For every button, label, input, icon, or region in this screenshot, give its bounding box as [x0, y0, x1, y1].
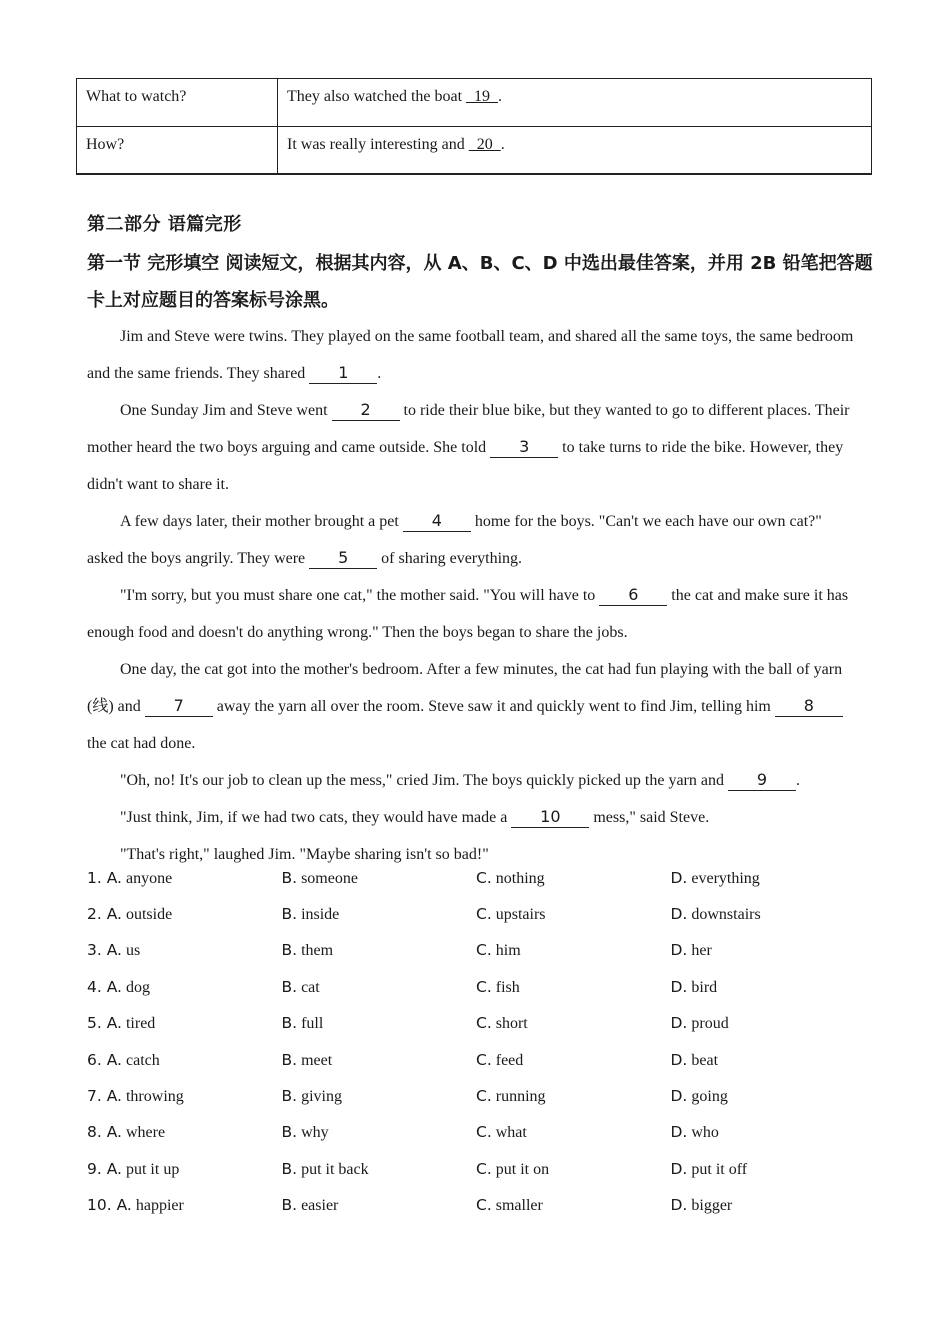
- option-text: everything: [691, 869, 760, 887]
- summary-table: [76, 78, 872, 175]
- blank-4: 4: [403, 511, 471, 532]
- passage-text: "Just think, Jim, if we had two cats, they would have made a: [120, 809, 512, 826]
- option-text: meet: [301, 1051, 333, 1069]
- option-d: [671, 1087, 866, 1106]
- table-text: .: [498, 88, 503, 105]
- passage-paragraph: [87, 503, 862, 577]
- option-text: smaller: [495, 1197, 543, 1215]
- option-row-4: [87, 969, 887, 1005]
- passage-text: Jim and Steve were twins. They played on the same football team, and shared all the same toys, the same bedroom and the same friends. They shared: [87, 328, 854, 382]
- passage-text: the cat and make sure it has enough food and doesn't do anything wrong." Then the boys began to share the jobs.: [87, 587, 849, 641]
- option-letter: D.: [670, 1014, 688, 1033]
- passage-text: home for the boys. "Can't we each have our own cat?" asked the boys angrily. They were: [87, 513, 822, 567]
- option-text: nothing: [495, 869, 545, 887]
- option-text: put it off: [691, 1160, 748, 1178]
- option-text: why: [301, 1124, 329, 1142]
- question-number: 9. A.: [87, 1159, 122, 1178]
- option-c: [476, 905, 671, 924]
- option-row-10: [87, 1188, 887, 1224]
- option-a: [87, 1123, 282, 1142]
- passage-text: .: [795, 772, 800, 789]
- passage-text: the cat had done.: [87, 735, 196, 752]
- option-text: giving: [301, 1088, 342, 1106]
- option-a: [87, 1051, 282, 1070]
- option-c: [476, 978, 671, 997]
- table-text: They also watched the boat: [287, 88, 467, 105]
- option-c: [476, 1014, 671, 1033]
- option-b: [282, 941, 477, 960]
- question-number: 6. A.: [87, 1050, 122, 1069]
- option-text: put it back: [301, 1160, 369, 1178]
- option-b: [282, 1196, 477, 1215]
- question-number: 8. A.: [87, 1123, 122, 1142]
- option-letter: B.: [281, 1159, 298, 1178]
- option-row-5: [87, 1006, 887, 1042]
- answer-options: [87, 860, 887, 1224]
- table-text: It was really interesting and: [287, 136, 469, 153]
- passage-text: to ride their blue bike, but they wanted to go to different places. Their mother heard the two boys arguing and came outside. She told: [87, 402, 850, 456]
- option-text: fish: [495, 978, 520, 996]
- passage-paragraph: [87, 651, 862, 762]
- option-letter: B.: [281, 1196, 298, 1215]
- option-a: [87, 905, 282, 924]
- option-text: feed: [495, 1051, 524, 1069]
- table-text: .: [500, 136, 505, 153]
- blank-9: 9: [728, 770, 796, 791]
- option-d: [671, 1160, 866, 1179]
- option-c: [476, 869, 671, 888]
- option-row-3: [87, 933, 887, 969]
- question-number: 3. A.: [87, 941, 122, 960]
- option-text: inside: [301, 906, 340, 924]
- blank-5: 5: [309, 548, 377, 569]
- option-a: [87, 978, 282, 997]
- option-letter: D.: [670, 905, 688, 924]
- option-letter: B.: [281, 1014, 298, 1033]
- option-text: put it up: [125, 1160, 180, 1178]
- option-c: [476, 941, 671, 960]
- blank-1: 1: [309, 363, 377, 384]
- option-c: [476, 1123, 671, 1142]
- option-text: where: [125, 1124, 166, 1142]
- option-text: dog: [125, 978, 150, 996]
- option-letter: D.: [670, 977, 688, 996]
- option-d: [671, 1051, 866, 1070]
- option-d: [671, 1014, 866, 1033]
- option-text: throwing: [125, 1088, 184, 1106]
- option-letter: C.: [476, 868, 492, 887]
- option-b: [282, 905, 477, 924]
- option-d: [671, 978, 866, 997]
- option-text: proud: [691, 1015, 729, 1033]
- passage-paragraph: [87, 577, 862, 651]
- option-a: [87, 869, 282, 888]
- passage-text: .: [377, 365, 382, 382]
- option-letter: C.: [476, 941, 492, 960]
- passage-text: One Sunday Jim and Steve went: [120, 402, 332, 419]
- option-b: [282, 978, 477, 997]
- part-title: 第二部分 语篇完形: [87, 214, 242, 235]
- blank-2: 2: [332, 400, 400, 421]
- blank-10: 10: [511, 807, 589, 828]
- option-letter: D.: [670, 941, 688, 960]
- passage-text: of sharing everything.: [377, 550, 523, 567]
- option-d: [671, 941, 866, 960]
- option-letter: C.: [476, 905, 492, 924]
- option-d: [671, 905, 866, 924]
- blank-3: 3: [490, 437, 558, 458]
- option-row-9: [87, 1151, 887, 1187]
- option-letter: D.: [670, 1087, 688, 1106]
- option-text: bird: [691, 978, 718, 996]
- option-letter: D.: [670, 1050, 688, 1069]
- option-text: him: [495, 942, 521, 960]
- table-label-cell: What to watch?: [77, 79, 278, 127]
- option-text: full: [301, 1015, 324, 1033]
- option-letter: B.: [281, 1050, 298, 1069]
- option-b: [282, 869, 477, 888]
- option-text: short: [495, 1015, 528, 1033]
- question-number: 4. A.: [87, 977, 122, 996]
- option-letter: D.: [670, 1196, 688, 1215]
- option-letter: C.: [476, 1123, 492, 1142]
- option-text: tired: [125, 1015, 156, 1033]
- option-b: [282, 1160, 477, 1179]
- question-number: 5. A.: [87, 1014, 122, 1033]
- option-text: us: [125, 942, 141, 960]
- question-number: 7. A.: [87, 1087, 122, 1106]
- option-b: [282, 1051, 477, 1070]
- cloze-passage: [87, 318, 862, 873]
- option-c: [476, 1196, 671, 1215]
- option-text: bigger: [691, 1197, 733, 1215]
- passage-text: A few days later, their mother brought a pet: [120, 513, 403, 530]
- option-text: cat: [301, 978, 320, 996]
- option-letter: C.: [476, 1087, 492, 1106]
- option-letter: B.: [281, 905, 298, 924]
- option-row-2: [87, 896, 887, 932]
- option-letter: B.: [281, 1123, 298, 1142]
- table-label-cell: How?: [77, 127, 278, 175]
- blank-19: 19: [466, 88, 499, 105]
- passage-paragraph: [87, 762, 862, 799]
- question-number: 10. A.: [87, 1196, 132, 1215]
- blank-20: 20: [468, 136, 501, 153]
- option-d: [671, 1123, 866, 1142]
- option-text: going: [691, 1088, 728, 1106]
- passage-text: "I'm sorry, but you must share one cat," the mother said. "You will have to: [120, 587, 600, 604]
- section-instruction: 第一节 完形填空 阅读短文，根据其内容，从 A、B、C、D 中选出最佳答案，并用 2B 铅笔把答题卡上对应题目的答案标号涂黑。: [87, 253, 873, 311]
- option-c: [476, 1087, 671, 1106]
- table-content-cell: [278, 79, 872, 127]
- option-text: her: [691, 942, 712, 960]
- option-letter: D.: [670, 1159, 688, 1178]
- question-number: 2. A.: [87, 905, 122, 924]
- option-c: [476, 1160, 671, 1179]
- option-letter: D.: [670, 868, 688, 887]
- option-text: downstairs: [691, 906, 761, 924]
- option-row-6: [87, 1042, 887, 1078]
- option-text: catch: [125, 1051, 160, 1069]
- table-content-cell: [278, 127, 872, 175]
- option-c: [476, 1051, 671, 1070]
- option-d: [671, 1196, 866, 1215]
- table-row: [77, 79, 872, 127]
- option-text: who: [691, 1124, 719, 1142]
- option-b: [282, 1014, 477, 1033]
- option-letter: C.: [476, 1050, 492, 1069]
- passage-text: "Oh, no! It's our job to clean up the mess," cried Jim. The boys quickly picked up the yarn and: [120, 772, 728, 789]
- option-text: happier: [135, 1197, 184, 1215]
- passage-text: mess," said Steve.: [589, 809, 710, 826]
- option-text: beat: [691, 1051, 719, 1069]
- option-letter: C.: [476, 977, 492, 996]
- option-a: [87, 941, 282, 960]
- option-letter: B.: [281, 977, 298, 996]
- option-d: [671, 869, 866, 888]
- passage-text: to take turns to ride the bike. However, they didn't want to share it.: [87, 439, 844, 493]
- option-letter: C.: [476, 1159, 492, 1178]
- option-a: [87, 1014, 282, 1033]
- blank-7: 7: [145, 696, 213, 717]
- option-text: easier: [301, 1197, 339, 1215]
- option-letter: C.: [476, 1014, 492, 1033]
- option-text: what: [495, 1124, 527, 1142]
- option-b: [282, 1087, 477, 1106]
- option-a: [87, 1087, 282, 1106]
- option-text: outside: [125, 906, 173, 924]
- option-row-1: [87, 860, 887, 896]
- option-text: put it on: [495, 1160, 550, 1178]
- option-text: running: [495, 1088, 546, 1106]
- option-letter: B.: [281, 1087, 298, 1106]
- option-letter: B.: [281, 941, 298, 960]
- question-number: 1. A.: [87, 868, 122, 887]
- option-a: [87, 1160, 282, 1179]
- passage-text: One day, the cat got into the mother's bedroom. After a few minutes, the cat had fun playing with the ball of yarn (线) and: [87, 661, 843, 715]
- option-letter: D.: [670, 1123, 688, 1142]
- option-a: [87, 1196, 282, 1215]
- passage-paragraph: [87, 318, 862, 392]
- option-text: anyone: [125, 869, 173, 887]
- blank-6: 6: [599, 585, 667, 606]
- blank-8: 8: [775, 696, 843, 717]
- option-text: someone: [301, 869, 358, 887]
- option-row-7: [87, 1078, 887, 1114]
- option-b: [282, 1123, 477, 1142]
- passage-paragraph: [87, 799, 862, 836]
- option-row-8: [87, 1115, 887, 1151]
- passage-text: "That's right," laughed Jim. "Maybe sharing isn't so bad!": [120, 846, 489, 863]
- passage-text: away the yarn all over the room. Steve saw it and quickly went to find Jim, telling him: [212, 698, 775, 715]
- passage-paragraph: [87, 392, 862, 503]
- table-row: [77, 127, 872, 175]
- option-text: them: [301, 942, 334, 960]
- option-letter: C.: [476, 1196, 492, 1215]
- option-letter: B.: [281, 868, 298, 887]
- option-text: upstairs: [495, 906, 546, 924]
